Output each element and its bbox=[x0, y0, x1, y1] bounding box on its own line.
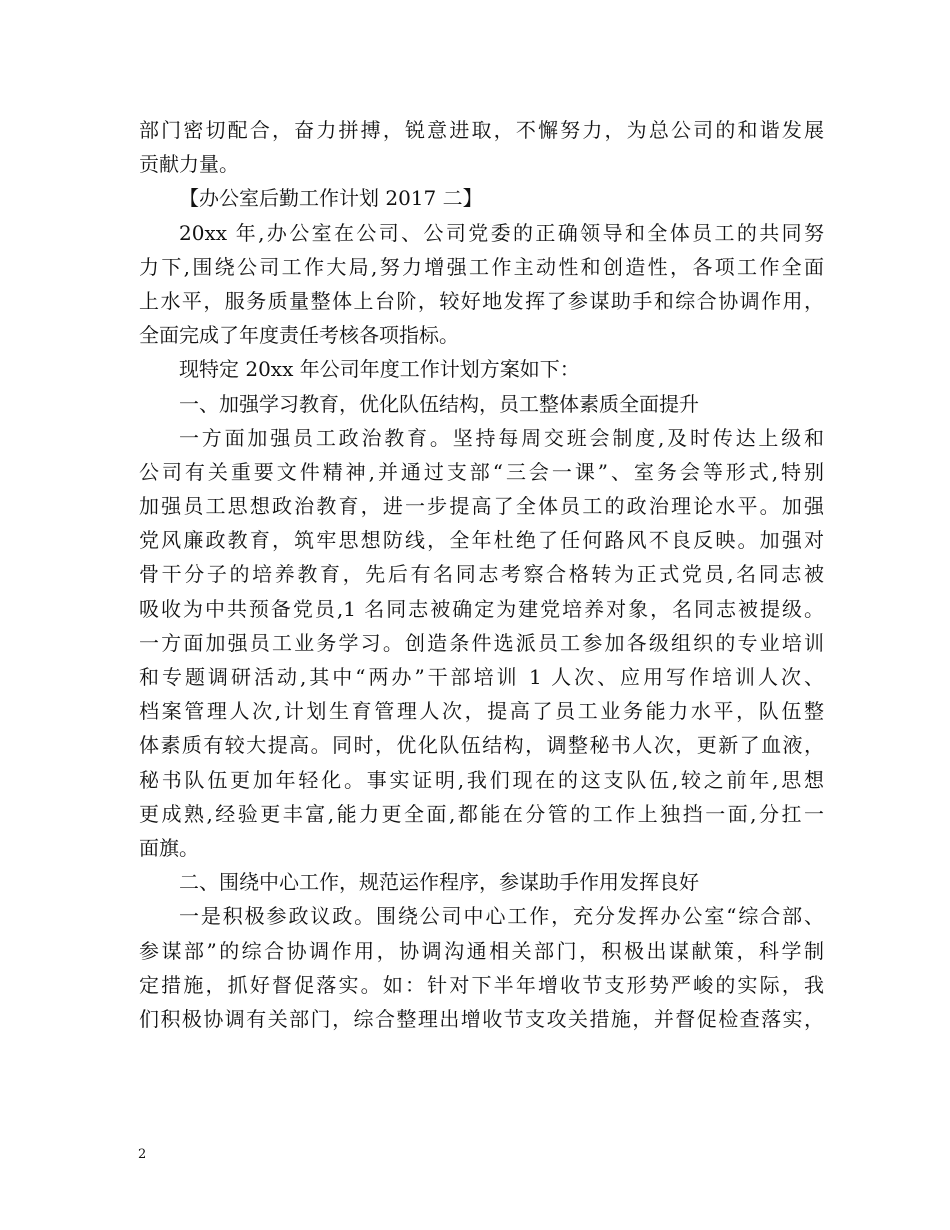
text-line: 一是积极参政议政。围绕公司中心工作，充分发挥办公室“综合部、 bbox=[179, 904, 824, 929]
text-line: 二、围绕中心工作，规范运作程序，参谋助手作用发挥良好 bbox=[179, 870, 699, 895]
text-line: 力下,围绕公司工作大局,努力增强工作主动性和创造性，各项工作全面 bbox=[139, 254, 824, 279]
text-line: 一、加强学习教育，优化队伍结构，员工整体素质全面提升 bbox=[179, 391, 699, 416]
text-line: 一方面加强员工政治教育。坚持每周交班会制度,及时传达上级和 bbox=[179, 425, 824, 450]
text-line: 更成熟,经验更丰富,能力更全面,都能在分管的工作上独挡一面,分扛一 bbox=[139, 801, 824, 826]
text-line: 部门密切配合，奋力拼搏，锐意进取，不懈努力，为总公司的和谐发展 bbox=[139, 118, 824, 142]
text-line: 党风廉政教育，筑牢思想防线，全年杜绝了任何路风不良反映。加强对 bbox=[139, 528, 824, 553]
text-line: 档案管理人次,计划生育管理人次，提高了员工业务能力水平，队伍整 bbox=[139, 699, 824, 724]
text-line: 现特定 20xx 年公司年度工作计划方案如下： bbox=[179, 357, 580, 382]
text-line: 20xx 年,办公室在公司、公司党委的正确领导和全体员工的共同努 bbox=[179, 220, 824, 245]
text-line: 参谋部”的综合协调作用，协调沟通相关部门，积极出谋献策，科学制 bbox=[139, 938, 824, 963]
text-line: 骨干分子的培养教育，先后有名同志考察合格转为正式党员,名同志被 bbox=[139, 562, 824, 587]
body-text bbox=[139, 113, 824, 1036]
text-line: 体素质有较大提高。同时，优化队伍结构，调整秘书人次，更新了血液， bbox=[139, 733, 824, 758]
text-line: 和专题调研活动,其中“两办”干部培训 1 人次、应用写作培训人次、 bbox=[139, 665, 824, 689]
text-line: 们积极协调有关部门，综合整理出增收节支攻关措施，并督促检查落实， bbox=[139, 1006, 824, 1031]
text-line: 【办公室后勤工作计划 2017 二】 bbox=[179, 186, 483, 211]
text-line: 一方面加强员工业务学习。创造条件选派员工参加各级组织的专业培训 bbox=[139, 630, 824, 655]
text-line: 上水平，服务质量整体上台阶，较好地发挥了参谋助手和综合协调作用， bbox=[139, 288, 824, 313]
text-line: 加强员工思想政治教育，进一步提高了全体员工的政治理论水平。加强 bbox=[139, 494, 824, 519]
text-line: 秘书队伍更加年轻化。事实证明,我们现在的这支队伍,较之前年,思想 bbox=[139, 767, 824, 792]
page-number: 2 bbox=[138, 1147, 147, 1162]
text-line: 全面完成了年度责任考核各项指标。 bbox=[139, 323, 459, 348]
text-line: 吸收为中共预备党员,1 名同志被确定为建党培养对象，名同志被提级。 bbox=[139, 596, 824, 621]
text-line: 面旗。 bbox=[139, 835, 199, 860]
text-line: 公司有关重要文件精神,并通过支部“三会一课”、室务会等形式,特别 bbox=[139, 459, 824, 484]
text-line: 定措施，抓好督促落实。如：针对下半年增收节支形势严峻的实际，我 bbox=[139, 972, 824, 997]
text-line: 贡献力量。 bbox=[139, 152, 239, 177]
